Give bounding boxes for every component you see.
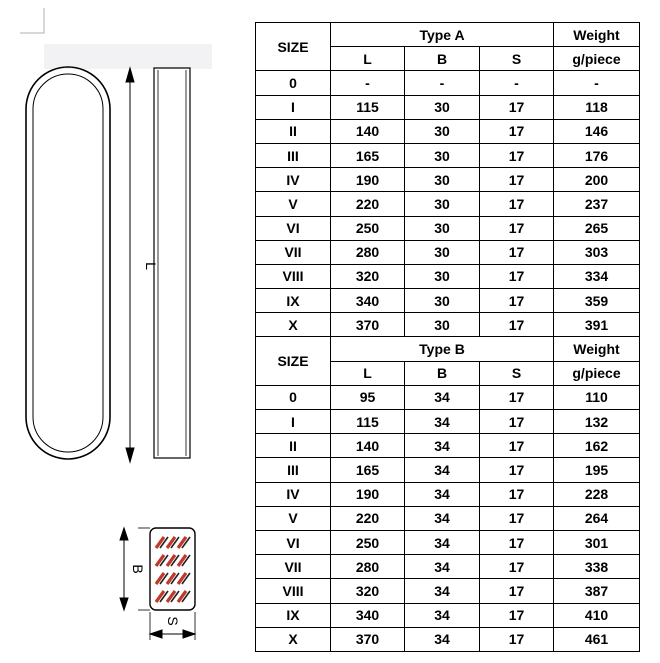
- weight-cell: 301: [554, 530, 640, 554]
- thickness-cell: 17: [480, 627, 554, 651]
- thickness-cell: 17: [480, 289, 554, 313]
- size-cell: VII: [256, 555, 331, 579]
- width-cell: 34: [405, 458, 480, 482]
- dimension-header-s: S: [480, 361, 554, 385]
- weight-cell: 146: [554, 119, 640, 143]
- thickness-cell: 17: [480, 143, 554, 167]
- length-cell: 250: [331, 530, 405, 554]
- thickness-label: S: [165, 616, 181, 626]
- specification-table: [255, 22, 640, 652]
- table-row: [256, 95, 640, 119]
- table-row: [256, 264, 640, 288]
- size-header: SIZE: [256, 337, 331, 385]
- size-cell: III: [256, 458, 331, 482]
- length-cell: 340: [331, 289, 405, 313]
- weight-cell: 338: [554, 555, 640, 579]
- length-label: L: [143, 262, 159, 270]
- table-row: [256, 482, 640, 506]
- thickness-cell: 17: [480, 313, 554, 337]
- size-cell: VIII: [256, 579, 331, 603]
- dimension-header-l: L: [331, 361, 405, 385]
- length-cell: 340: [331, 603, 405, 627]
- weight-cell: 387: [554, 579, 640, 603]
- thickness-cell: 17: [480, 168, 554, 192]
- table-row: [256, 530, 640, 554]
- thickness-cell: 17: [480, 192, 554, 216]
- length-cell: 220: [331, 192, 405, 216]
- thickness-cell: -: [480, 71, 554, 95]
- weight-cell: 228: [554, 482, 640, 506]
- length-cell: 320: [331, 579, 405, 603]
- length-cell: 165: [331, 143, 405, 167]
- width-cell: 34: [405, 482, 480, 506]
- size-cell: VII: [256, 240, 331, 264]
- thickness-cell: 17: [480, 482, 554, 506]
- table-row: [256, 313, 640, 337]
- thickness-cell: 17: [480, 410, 554, 434]
- dimension-header-b: B: [405, 47, 480, 71]
- thickness-cell: 17: [480, 119, 554, 143]
- length-cell: -: [331, 71, 405, 95]
- weight-cell: 334: [554, 264, 640, 288]
- size-cell: 0: [256, 71, 331, 95]
- length-cell: 190: [331, 168, 405, 192]
- width-cell: 34: [405, 579, 480, 603]
- weight-cell: 461: [554, 627, 640, 651]
- size-cell: IX: [256, 289, 331, 313]
- thickness-cell: 17: [480, 603, 554, 627]
- type-header: Type A: [331, 23, 554, 47]
- width-cell: 34: [405, 603, 480, 627]
- weight-cell: 264: [554, 506, 640, 530]
- table-row: [256, 119, 640, 143]
- weight-cell: 303: [554, 240, 640, 264]
- width-cell: 30: [405, 95, 480, 119]
- size-cell: VIII: [256, 264, 331, 288]
- width-cell: 30: [405, 119, 480, 143]
- weight-cell: 110: [554, 385, 640, 409]
- table-row: [256, 385, 640, 409]
- length-cell: 95: [331, 385, 405, 409]
- thickness-cell: 17: [480, 240, 554, 264]
- dimension-header-s: S: [480, 47, 554, 71]
- length-cell: 250: [331, 216, 405, 240]
- table-row: [256, 289, 640, 313]
- weight-cell: 265: [554, 216, 640, 240]
- length-cell: 280: [331, 555, 405, 579]
- size-cell: IV: [256, 482, 331, 506]
- table-row: [256, 506, 640, 530]
- length-cell: 165: [331, 458, 405, 482]
- width-cell: 34: [405, 434, 480, 458]
- size-cell: IX: [256, 603, 331, 627]
- weight-cell: 359: [554, 289, 640, 313]
- length-cell: 190: [331, 482, 405, 506]
- table-row: [256, 240, 640, 264]
- length-cell: 220: [331, 506, 405, 530]
- technical-drawing: [0, 0, 250, 663]
- size-cell: X: [256, 627, 331, 651]
- table-row: [256, 458, 640, 482]
- weight-cell: -: [554, 71, 640, 95]
- header-banner: [44, 44, 212, 69]
- length-cell: 370: [331, 627, 405, 651]
- length-cell: 140: [331, 434, 405, 458]
- dimension-header-l: L: [331, 47, 405, 71]
- specification-table-body: [256, 23, 640, 652]
- width-cell: 34: [405, 410, 480, 434]
- thickness-cell: 17: [480, 385, 554, 409]
- weight-cell: 195: [554, 458, 640, 482]
- thickness-cell: 17: [480, 434, 554, 458]
- length-dimension-arrow: [126, 68, 134, 462]
- crop-mark: [20, 8, 44, 33]
- length-cell: 370: [331, 313, 405, 337]
- width-cell: 30: [405, 289, 480, 313]
- thickness-cell: 17: [480, 216, 554, 240]
- width-cell: 34: [405, 627, 480, 651]
- weight-header: Weight: [554, 337, 640, 361]
- table-row: [256, 603, 640, 627]
- weight-unit-header: g/piece: [554, 47, 640, 71]
- thickness-cell: 17: [480, 264, 554, 288]
- width-cell: 34: [405, 506, 480, 530]
- width-cell: 34: [405, 385, 480, 409]
- table-row: [256, 168, 640, 192]
- weight-cell: 237: [554, 192, 640, 216]
- size-cell: V: [256, 506, 331, 530]
- width-cell: 30: [405, 168, 480, 192]
- section-header-row: [256, 23, 640, 47]
- thickness-cell: 17: [480, 530, 554, 554]
- weight-header: Weight: [554, 23, 640, 47]
- size-cell: V: [256, 192, 331, 216]
- width-cell: 30: [405, 216, 480, 240]
- size-cell: I: [256, 95, 331, 119]
- size-cell: I: [256, 410, 331, 434]
- table-row: [256, 192, 640, 216]
- table-row: [256, 216, 640, 240]
- table-row: [256, 434, 640, 458]
- section-header-row: [256, 337, 640, 361]
- size-cell: III: [256, 143, 331, 167]
- size-cell: VI: [256, 530, 331, 554]
- size-cell: II: [256, 434, 331, 458]
- weight-cell: 391: [554, 313, 640, 337]
- length-cell: 115: [331, 410, 405, 434]
- length-cell: 115: [331, 95, 405, 119]
- front-view-outline: [26, 67, 110, 459]
- width-cell: -: [405, 71, 480, 95]
- width-label: B: [130, 564, 146, 574]
- weight-cell: 132: [554, 410, 640, 434]
- width-cell: 30: [405, 192, 480, 216]
- weight-cell: 162: [554, 434, 640, 458]
- length-cell: 140: [331, 119, 405, 143]
- cross-section-view: [150, 528, 195, 610]
- length-cell: 320: [331, 264, 405, 288]
- dimension-header-b: B: [405, 361, 480, 385]
- weight-unit-header: g/piece: [554, 361, 640, 385]
- type-header: Type B: [331, 337, 554, 361]
- table-row: [256, 71, 640, 95]
- length-cell: 280: [331, 240, 405, 264]
- size-cell: VI: [256, 216, 331, 240]
- size-cell: 0: [256, 385, 331, 409]
- thickness-cell: 17: [480, 458, 554, 482]
- table-row: [256, 410, 640, 434]
- width-cell: 30: [405, 264, 480, 288]
- thickness-cell: 17: [480, 95, 554, 119]
- weight-cell: 410: [554, 603, 640, 627]
- size-cell: X: [256, 313, 331, 337]
- table-row: [256, 143, 640, 167]
- weight-cell: 176: [554, 143, 640, 167]
- weight-cell: 118: [554, 95, 640, 119]
- size-cell: IV: [256, 168, 331, 192]
- table-row: [256, 555, 640, 579]
- size-header: SIZE: [256, 23, 331, 71]
- width-cell: 30: [405, 313, 480, 337]
- width-cell: 30: [405, 143, 480, 167]
- width-cell: 34: [405, 555, 480, 579]
- weight-cell: 200: [554, 168, 640, 192]
- table-row: [256, 627, 640, 651]
- thickness-cell: 17: [480, 506, 554, 530]
- width-cell: 34: [405, 530, 480, 554]
- thickness-cell: 17: [480, 555, 554, 579]
- width-cell: 30: [405, 240, 480, 264]
- table-row: [256, 579, 640, 603]
- thickness-cell: 17: [480, 579, 554, 603]
- size-cell: II: [256, 119, 331, 143]
